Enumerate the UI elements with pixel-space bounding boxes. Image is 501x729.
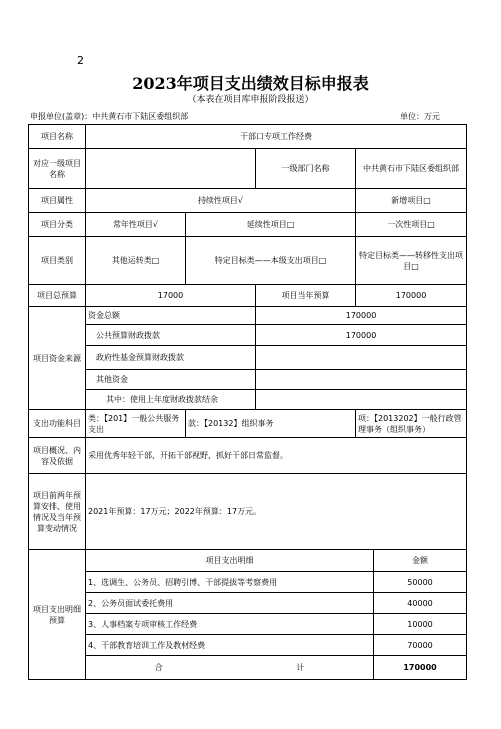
detail-row — [29, 572, 467, 593]
econ-section: 款：【20132】组织事务 — [186, 410, 356, 438]
detail-item-amount: 10000 — [374, 614, 467, 635]
page-title: 2023年项目支出绩效目标申报表 — [132, 74, 369, 93]
detail-item-amount: 40000 — [374, 593, 467, 614]
page-subtitle: （本表在项目库申报阶段报送） — [187, 95, 314, 105]
row-type — [29, 237, 467, 285]
detail-row — [29, 635, 467, 656]
budget-form-table — [28, 124, 467, 680]
funds-gov-value — [256, 346, 467, 370]
sub-dept-value: 中共黄石市下陆区委组织部 — [356, 149, 467, 189]
funds-prev-value — [256, 390, 467, 410]
sub-dept-label: 一级部门名称 — [256, 149, 356, 189]
detail-item-name: 1、选调生、公务员、招聘引博、干部提拔等考察费用 — [86, 572, 374, 593]
funds-public-value: 170000 — [256, 325, 467, 346]
funds-total-value: 170000 — [256, 307, 467, 325]
budget-total-value: 17000 — [86, 285, 256, 307]
budget-year-label: 项目当年预算 — [256, 285, 356, 307]
total-label-2: 计 — [296, 663, 305, 672]
attr-continuing: 持续性项目√ — [86, 189, 356, 213]
history-value: 2021年预算：17万元；2022年预算：17万元。 — [86, 474, 467, 550]
econ-class: 类：【201】一般公共服务支出 — [86, 410, 186, 438]
summary-value: 采用优秀年轻干部，开拓干部视野，抓好干部日常监督。 — [86, 438, 467, 474]
funds-public-label: 公共预算财政拨款 — [86, 325, 256, 346]
total-label-1: 合 — [154, 663, 163, 672]
row-function-subject — [29, 410, 467, 438]
row-project-name — [29, 125, 467, 149]
history-label: 项目前两年预算安排、使用情况及当年预算变动情况 — [29, 474, 86, 550]
detail-label: 项目支出明细预算 — [29, 550, 86, 680]
row-funds-other — [29, 370, 467, 390]
funds-prev-label: 其中：使用上年度财政拨款结余 — [86, 390, 256, 410]
budget-total-label: 项目总预算 — [29, 285, 86, 307]
funds-label: 项目资金来源 — [29, 307, 86, 410]
currency-unit: 单位：万元 — [400, 112, 440, 121]
dept-value — [86, 149, 256, 189]
cls-label: 项目分类 — [29, 213, 86, 237]
cls-regular: 常年性项目√ — [86, 213, 186, 237]
funds-other-value — [256, 370, 467, 390]
project-name-label: 项目名称 — [29, 125, 86, 149]
type-other: 其他运转类□ — [86, 237, 186, 285]
detail-item-name: 3、人事档案专项审核工作经费 — [86, 614, 374, 635]
detail-row — [29, 593, 467, 614]
row-funds-total — [29, 307, 467, 325]
row-funds-gov — [29, 346, 467, 370]
type-label: 项目类别 — [29, 237, 86, 285]
row-attribute — [29, 189, 467, 213]
row-summary — [29, 438, 467, 474]
total-value: 170000 — [374, 656, 467, 680]
attr-label: 项目属性 — [29, 189, 86, 213]
page-number: 2 — [77, 54, 84, 67]
row-budget — [29, 285, 467, 307]
row-funds-prev — [29, 390, 467, 410]
total-label-cell — [86, 656, 374, 680]
row-history — [29, 474, 467, 550]
attr-new: 新增项目□ — [356, 189, 467, 213]
detail-header-item: 项目支出明细 — [86, 550, 374, 572]
dept-label: 对应一级项目名称 — [29, 149, 86, 189]
summary-label: 项目概况、内容及依据 — [29, 438, 86, 474]
type-special: 特定目标类——本级支出项目□ — [186, 237, 356, 285]
detail-item-name: 2、公务员面试委托费用 — [86, 593, 374, 614]
cls-onetime: 一次性项目□ — [356, 213, 467, 237]
funds-total-label: 资金总额 — [86, 307, 256, 325]
detail-item-name: 4、干部教育培训工作及教材经费 — [86, 635, 374, 656]
econ-label: 支出功能科目 — [29, 410, 86, 438]
row-total — [29, 656, 467, 680]
type-transfer: 特定目标类——转移性支出项目□ — [356, 237, 467, 285]
row-funds-public — [29, 325, 467, 346]
econ-item: 项：【2013202】一般行政管理事务（组织事务） — [356, 410, 467, 438]
row-detail-header — [29, 550, 467, 572]
cls-extended: 延续性项目□ — [186, 213, 356, 237]
detail-row — [29, 614, 467, 635]
budget-year-value: 170000 — [356, 285, 467, 307]
row-classification — [29, 213, 467, 237]
detail-item-amount: 50000 — [374, 572, 467, 593]
reporting-unit: 申报单位(盖章)：中共黄石市下陆区委组织部 — [30, 112, 189, 121]
detail-header-amount: 金额 — [374, 550, 467, 572]
funds-gov-label: 政府性基金预算财政拨款 — [86, 346, 256, 370]
row-dept — [29, 149, 467, 189]
project-name-value: 干部口专项工作经费 — [86, 125, 467, 149]
funds-other-label: 其他资金 — [86, 370, 256, 390]
detail-item-amount: 70000 — [374, 635, 467, 656]
